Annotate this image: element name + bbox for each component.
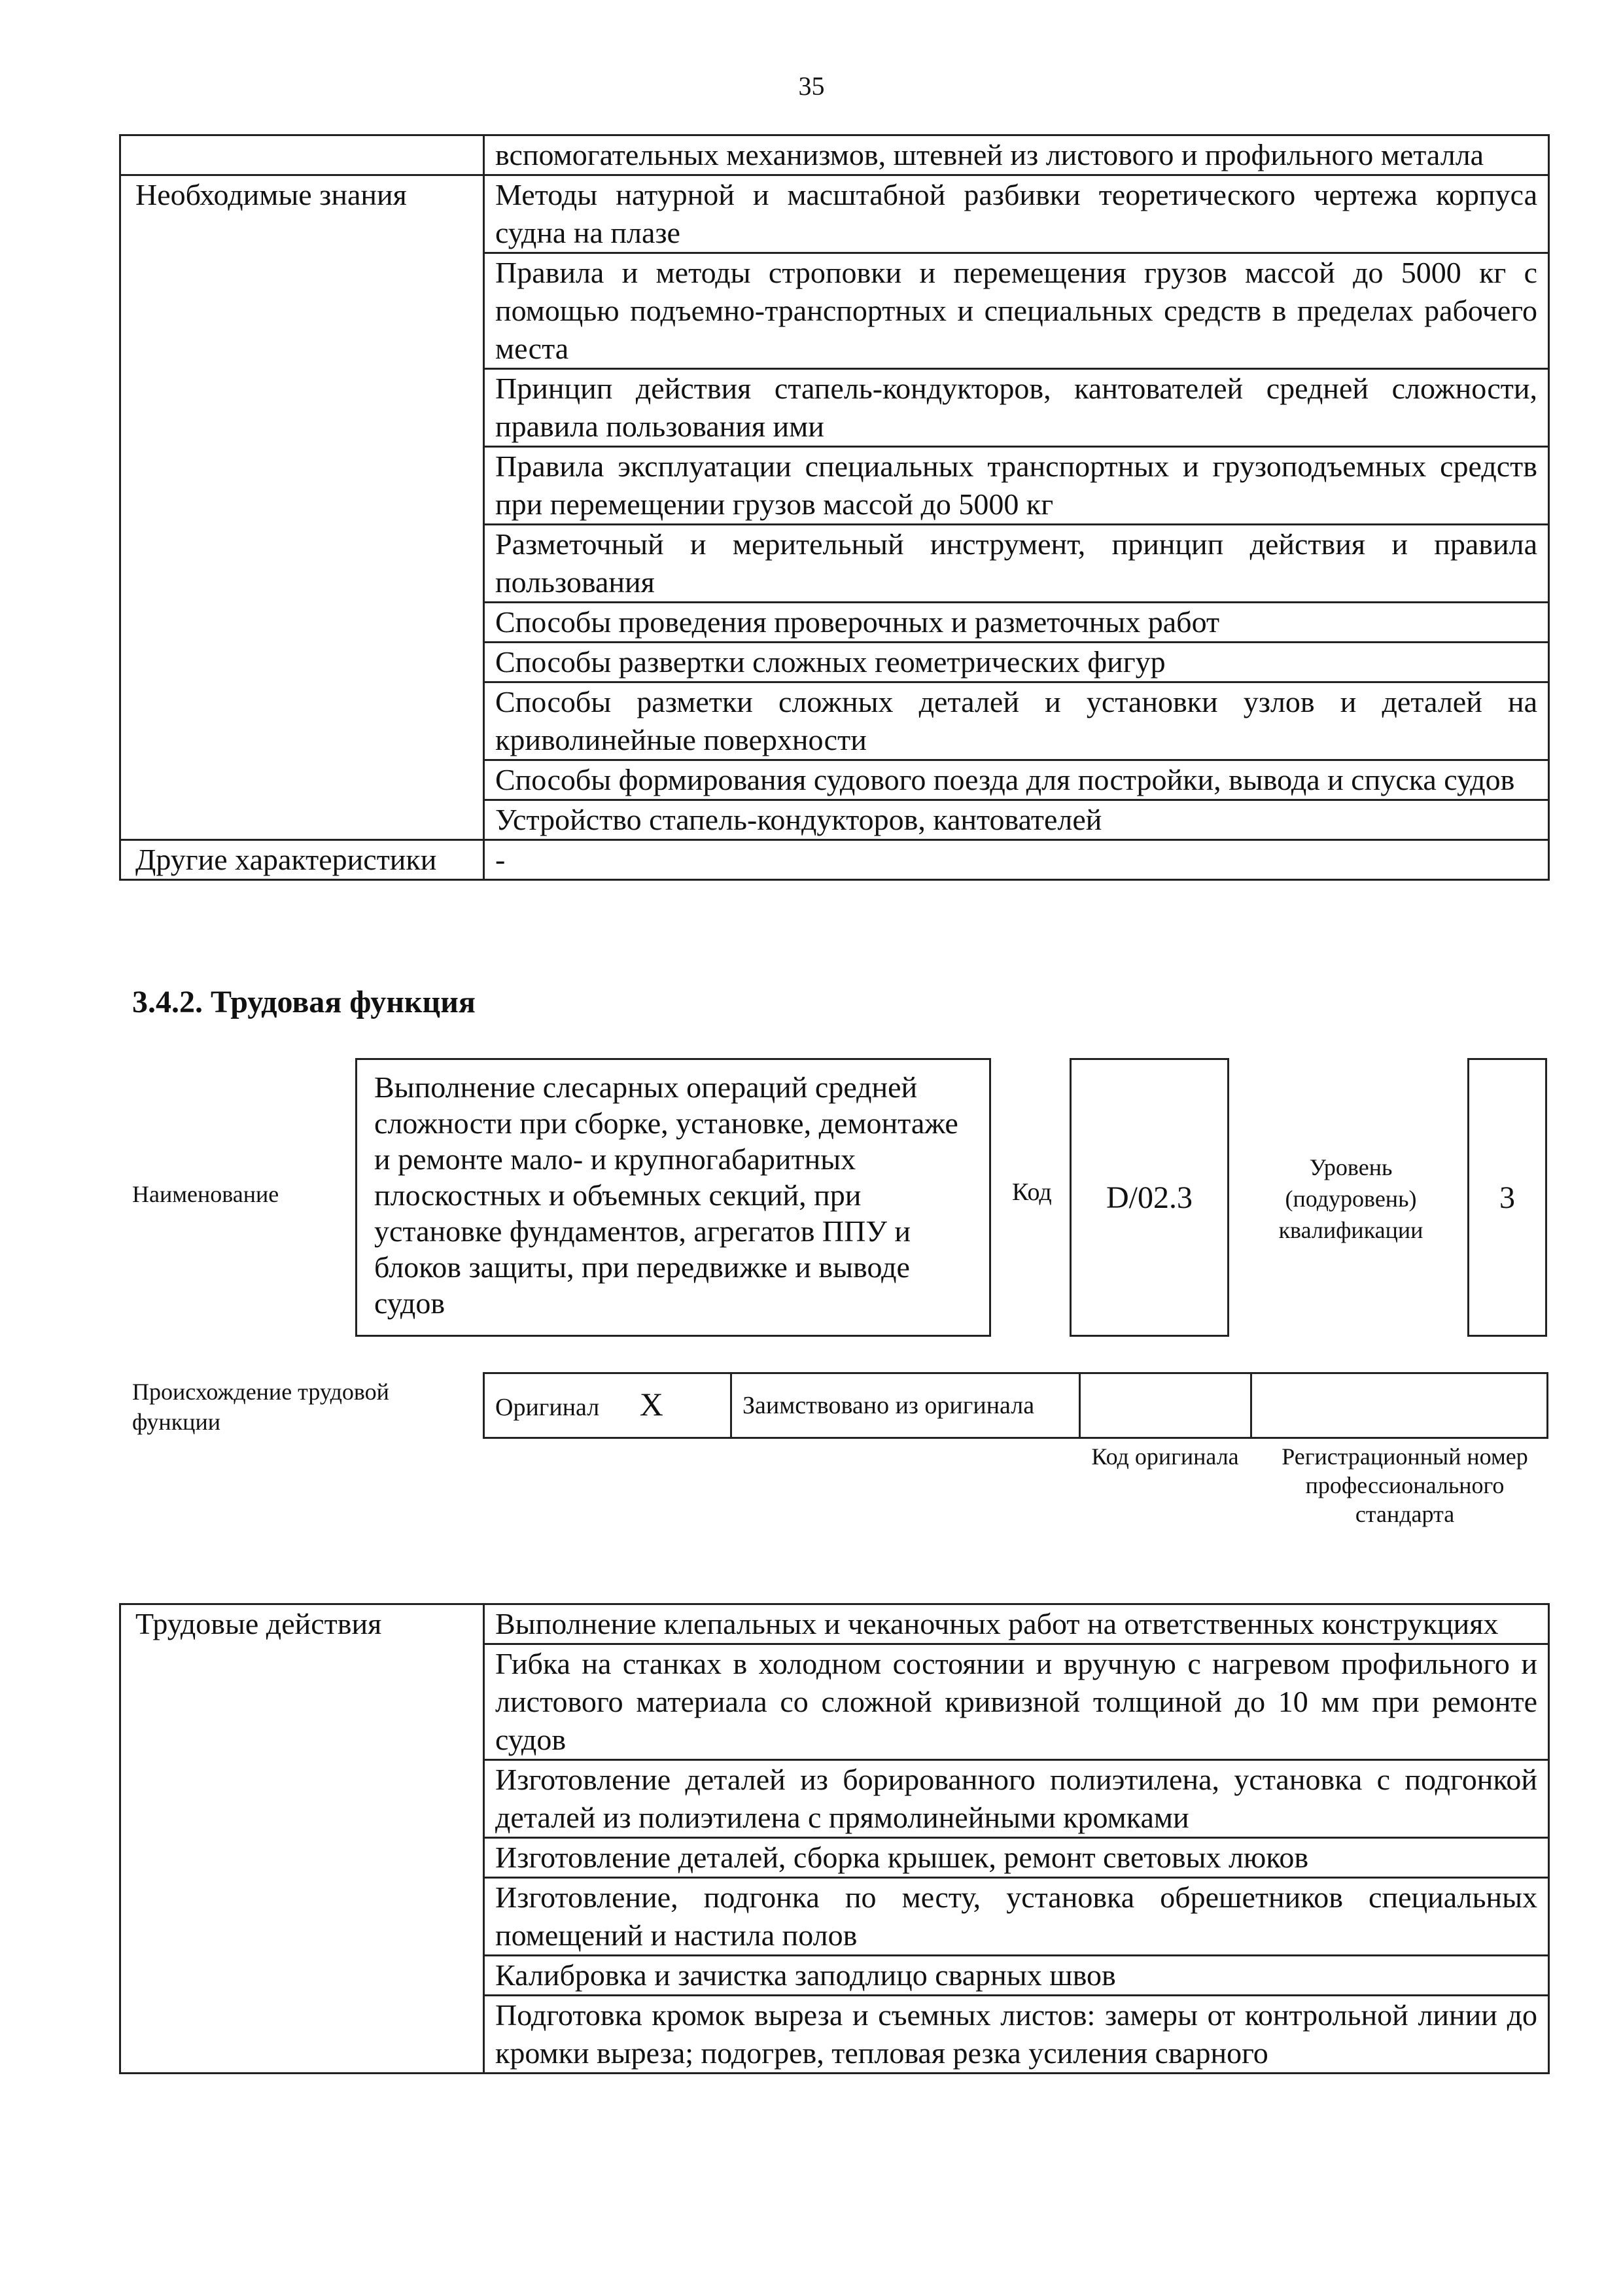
original-label: Оригинал: [495, 1393, 600, 1421]
knowledge-item: Разметочный и мерительный инструмент, принцип действия и правила пользования: [484, 525, 1549, 603]
table-row: [120, 840, 1549, 880]
other-value: -: [484, 840, 1549, 880]
knowledge-item: Способы формирования судового поезда для постройки, вывода и спуска судов: [484, 760, 1549, 800]
code-caption: Код оригинала: [1091, 1443, 1239, 1470]
function-name-box: Выполнение слесарных операций средней сложности при сборке, установке, демонтаже и ремонте мало- и крупногабаритных плоскостных и объемных секций, при установке фундаментов, агрегатов ППУ и блоков защиты, при передвижке и выводе судов: [355, 1058, 991, 1337]
knowledge-table: [119, 134, 1550, 881]
code-label: Код: [1012, 1178, 1052, 1206]
code-value: D/02.3: [1106, 1180, 1193, 1215]
level-value: 3: [1499, 1180, 1515, 1215]
table-row: [120, 175, 1549, 253]
original-mark: X: [639, 1385, 663, 1422]
empty-label-cell: [120, 135, 484, 175]
action-item: Изготовление деталей, сборка крышек, ремонт световых люков: [484, 1838, 1549, 1878]
name-label: Наименование: [132, 1181, 279, 1207]
knowledge-item: Способы проведения проверочных и разметочных работ: [484, 603, 1549, 643]
action-item: Гибка на станках в холодном состоянии и вручную с нагревом профильного и листового материала со сложной кривизной толщиной до 10 мм при ремонте судов: [484, 1644, 1549, 1760]
registration-caption: Регистрационный номер профессионального стандарта: [1282, 1443, 1528, 1527]
code-box: [1070, 1058, 1229, 1337]
original-cell: [484, 1373, 731, 1438]
action-item: Подготовка кромок выреза и съемных листов: замеры от контрольной линии до кромки выреза; подогрев, тепловая резка усиления сварного: [484, 1996, 1549, 2074]
origin-label: Происхождение трудовой функции: [132, 1379, 389, 1435]
level-box: [1467, 1058, 1547, 1337]
table-row: [120, 135, 1549, 175]
registration-number-cell: [1251, 1373, 1548, 1438]
table-row: [484, 1373, 1548, 1438]
knowledge-item: Способы разметки сложных деталей и установки узлов и деталей на криволинейные поверхности: [484, 682, 1549, 760]
original-code-cell: [1080, 1373, 1251, 1438]
action-item: Изготовление, подгонка по месту, установка обрешетников специальных помещений и настила полов: [484, 1878, 1549, 1956]
level-label: Уровень (подуровень) квалификации: [1278, 1154, 1423, 1243]
origin-table: [483, 1372, 1548, 1439]
action-item: Калибровка и зачистка заподлицо сварных швов: [484, 1956, 1549, 1996]
knowledge-label: Необходимые знания: [120, 175, 484, 840]
action-item: Выполнение клепальных и чеканочных работ на ответственных конструкциях: [484, 1604, 1549, 1644]
action-item: Изготовление деталей из борированного полиэтилена, установка с подгонкой деталей из полиэтилена с прямолинейными кромками: [484, 1760, 1549, 1838]
actions-table: [119, 1603, 1550, 2074]
continuation-text: вспомогательных механизмов, штевней из листового и профильного металла: [484, 135, 1549, 175]
table-row: [120, 1604, 1549, 1644]
other-label: Другие характеристики: [120, 840, 484, 880]
actions-label: Трудовые действия: [120, 1604, 484, 2074]
knowledge-item: Принцип действия стапель-кондукторов, кантователей средней сложности, правила пользования ими: [484, 369, 1549, 447]
page-number: 35: [798, 71, 825, 101]
borrowed-label: Заимствовано из оригинала: [731, 1373, 1080, 1438]
knowledge-item: Способы развертки сложных геометрических фигур: [484, 643, 1549, 682]
section-heading: 3.4.2. Трудовая функция: [132, 985, 476, 1019]
knowledge-item: Правила эксплуатации специальных транспортных и грузоподъемных средств при перемещении грузов массой до 5000 кг: [484, 447, 1549, 525]
knowledge-item: Методы натурной и масштабной разбивки теоретического чертежа корпуса судна на плазе: [484, 175, 1549, 253]
knowledge-item: Правила и методы строповки и перемещения грузов массой до 5000 кг с помощью подъемно-транспортных и специальных средств в пределах рабочего места: [484, 253, 1549, 369]
knowledge-item: Устройство стапель-кондукторов, кантователей: [484, 800, 1549, 840]
